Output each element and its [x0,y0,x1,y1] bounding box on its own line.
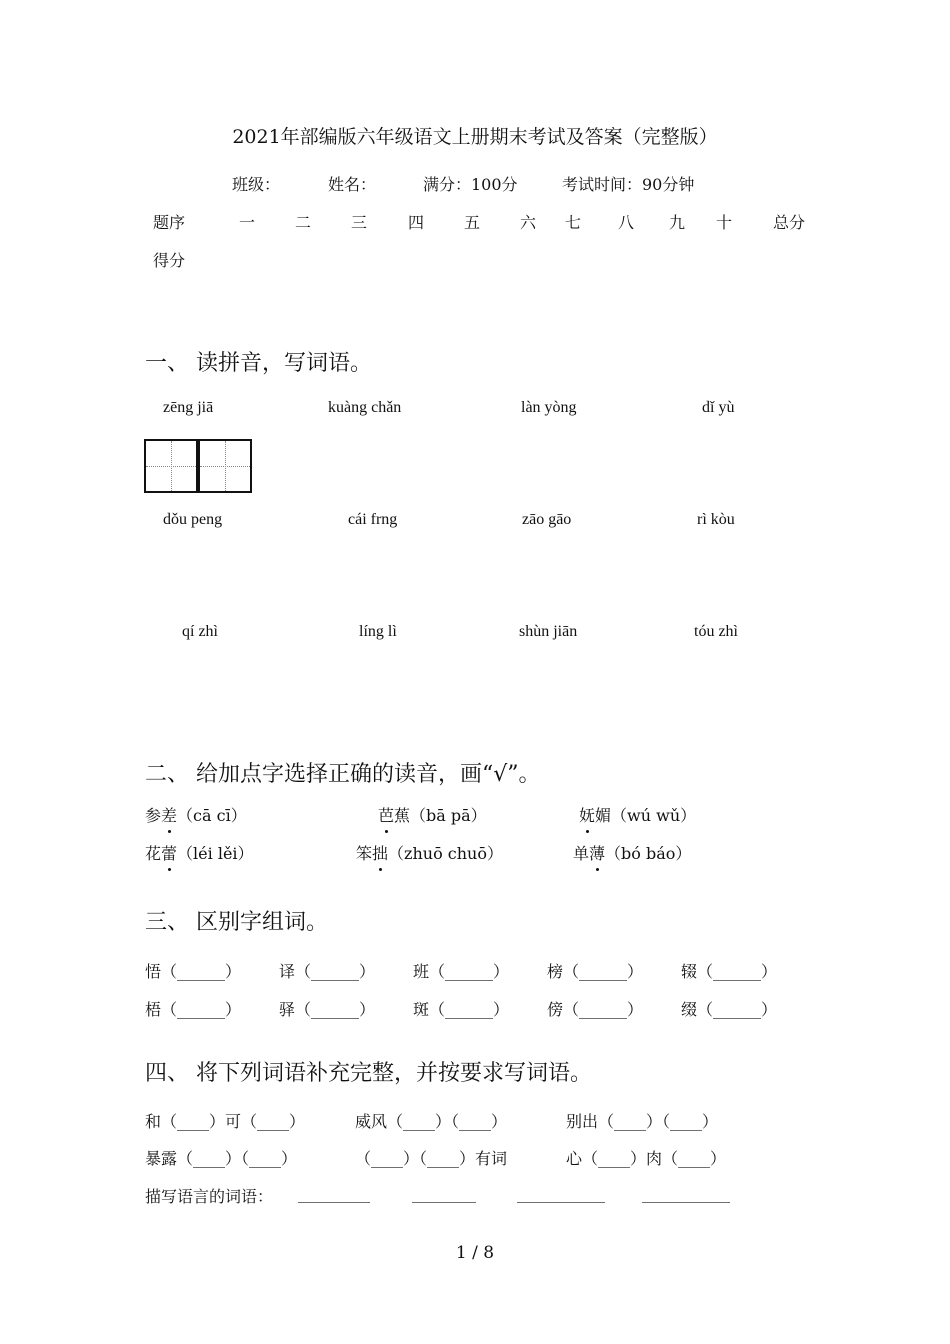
dotted-char: 妩 [579,803,595,826]
dotted-char: 拙 [372,841,388,864]
class-label: 班级： [232,175,281,194]
page-title: 2021年部编版六年级语文上册期末考试及答案（完整版） [232,126,718,148]
exam-time-label: 考试时间：90分钟 [562,175,695,194]
writing-grid-box[interactable] [144,439,198,493]
pinyin-item: líng lì [359,623,397,640]
score-row-label: 得分 [153,251,186,270]
idiom-fill-item[interactable]: （____）（____）有词 [355,1149,508,1168]
reading-options[interactable]: （léi lěi） [177,844,254,863]
reading-options[interactable]: （cā cī） [177,806,247,825]
score-col: 九 [669,213,686,232]
word-group-item[interactable]: 梧（______） [145,1000,242,1019]
reading-options[interactable]: （bā pā） [410,806,487,825]
reading-item: 妩媚（wú wǔ） [579,803,696,826]
score-col: 五 [464,213,481,232]
score-col: 总分 [773,213,806,232]
dotted-char: 蕾 [161,841,177,864]
pinyin-item: qí zhì [182,623,218,640]
pinyin-item: dǒu peng [163,511,223,528]
answer-blank[interactable]: ___________ [517,1184,605,1203]
pinyin-item: tóu zhì [694,623,738,640]
pinyin-item: cái frng [348,511,398,528]
score-col: 十 [716,213,733,232]
score-col: 八 [618,213,635,232]
reading-item: 单薄（bó báo） [573,841,691,864]
dotted-char: 芭 [378,803,394,826]
reading-item: 花蕾（léi lěi） [145,841,254,864]
reading-options[interactable]: （zhuō chuō） [388,844,503,863]
score-col: 四 [408,213,425,232]
word-group-item[interactable]: 缀（______） [681,1000,778,1019]
word-group-item[interactable]: 班（______） [413,962,510,981]
page-number: 1 / 8 [455,1243,495,1263]
word-group-item[interactable]: 驿（______） [279,1000,376,1019]
language-words-label: 描写语言的词语： [145,1187,274,1206]
full-score-label: 满分：100分 [423,175,518,194]
dotted-char: 薄 [589,841,605,864]
idiom-fill-item[interactable]: 暴露（____）（____） [145,1149,298,1168]
idiom-fill-item[interactable]: 别出（____）（____） [566,1112,719,1131]
idiom-fill-item[interactable]: 和（____）可（____） [145,1112,306,1131]
word-group-item[interactable]: 悟（______） [145,962,242,981]
reading-item: 芭蕉（bā pā） [378,803,487,826]
answer-blank[interactable]: _________ [298,1184,370,1203]
answer-blank[interactable]: ___________ [642,1184,730,1203]
reading-item: 笨拙（zhuō chuō） [356,841,503,864]
section-4-heading: 四、 将下列词语补充完整，并按要求写词语。 [145,1061,592,1086]
pinyin-item: làn yòng [521,399,577,416]
writing-grid-box[interactable] [198,439,252,493]
section-3-heading: 三、 区别字组词。 [145,910,328,935]
section-2-heading: 二、 给加点字选择正确的读音，画“√”。 [145,762,541,787]
word-group-item[interactable]: 傍（______） [547,1000,644,1019]
score-row-header: 题序 [153,213,186,232]
score-col: 一 [239,213,256,232]
score-col: 二 [295,213,312,232]
reading-options[interactable]: （wú wǔ） [611,806,697,825]
name-label: 姓名： [328,175,377,194]
score-col: 七 [565,213,582,232]
pinyin-item: zēng jiā [163,399,214,416]
word-group-item[interactable]: 斑（______） [413,1000,510,1019]
word-group-item[interactable]: 榜（______） [547,962,644,981]
pinyin-item: shùn jiān [519,623,578,640]
word-group-item[interactable]: 辍（______） [681,962,778,981]
reading-item: 参差（cā cī） [145,803,247,826]
pinyin-item: zāo gāo [522,511,572,528]
score-col: 六 [520,213,537,232]
section-1-heading: 一、 读拼音，写词语。 [145,351,372,376]
idiom-fill-item[interactable]: 心（____）肉（____） [566,1149,727,1168]
score-col: 三 [351,213,368,232]
idiom-fill-item[interactable]: 威风（____）（____） [355,1112,508,1131]
pinyin-item: dǐ yù [702,399,735,416]
reading-options[interactable]: （bó báo） [605,844,692,863]
answer-blank[interactable]: ________ [412,1184,476,1203]
pinyin-item: kuàng chǎn [328,399,402,416]
pinyin-item: rì kòu [697,511,735,528]
dotted-char: 差 [161,803,177,826]
word-group-item[interactable]: 译（______） [279,962,376,981]
